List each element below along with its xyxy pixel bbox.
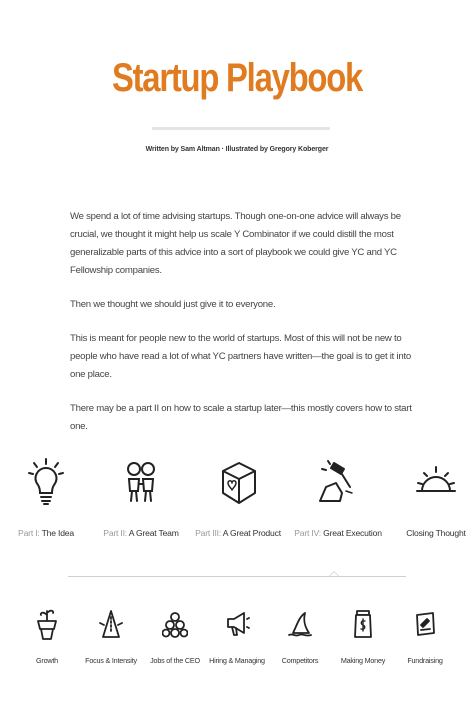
topic-link-money[interactable] — [330, 604, 396, 665]
section-divider — [68, 576, 406, 577]
team-icon — [121, 457, 161, 507]
part-link-product[interactable] — [190, 452, 286, 538]
part-link-idea[interactable] — [0, 452, 94, 538]
page-title: Startup Playbook — [111, 56, 363, 100]
part-label: Great Execution — [323, 528, 382, 538]
part-prefix: Part III: — [195, 528, 222, 538]
topic-link-growth[interactable] — [14, 604, 80, 665]
part-prefix: Part I: — [18, 528, 40, 538]
sunset-icon — [414, 457, 458, 507]
topic-link-focus[interactable] — [78, 604, 144, 665]
shark-fin-icon — [287, 607, 313, 641]
growth-plant-icon — [34, 607, 60, 641]
title-underline — [152, 127, 330, 130]
part-label: The Idea — [41, 528, 74, 538]
intro-paragraph: We spend a lot of time advising startups. Though one-on-one advice will always be crucial, we thought it might help us scale Y Combinator if we could distill the most generalizable parts of this advice into a sort of playbook we could give YC and YC Fellowship companies. — [70, 211, 401, 276]
part-link-closing[interactable] — [388, 452, 474, 538]
ceo-balls-icon — [162, 607, 188, 641]
byline: Written by Sam Altman · Illustrated by Gregory Koberger — [145, 146, 329, 153]
lightbulb-icon — [26, 457, 66, 507]
focus-cone-icon — [98, 607, 124, 641]
topic-label: Focus & Intensity — [85, 656, 137, 665]
topic-label: Hiring & Managing — [209, 656, 265, 665]
part-prefix: Part IV: — [294, 528, 321, 538]
topic-label: Making Money — [340, 656, 386, 665]
check-note-icon — [412, 607, 438, 641]
part-label: Closing Thought — [406, 528, 466, 538]
topic-link-fundraising[interactable] — [392, 604, 458, 665]
intro-paragraph: There may be a part II on how to scale a startup later—this mostly covers how to start one. — [70, 403, 412, 432]
part-label: A Great Team — [128, 528, 179, 538]
part-link-execution[interactable] — [290, 452, 386, 538]
part-link-team[interactable] — [93, 452, 189, 538]
intro-text — [70, 208, 415, 452]
money-jar-icon — [350, 607, 376, 641]
parts-nav — [0, 452, 474, 552]
topic-link-hiring[interactable] — [204, 604, 270, 665]
active-indicator — [329, 571, 339, 576]
intro-paragraph: Then we thought we should just give it to everyone. — [70, 299, 276, 310]
topics-nav — [0, 604, 474, 674]
part-prefix: Part II: — [103, 528, 127, 538]
intro-paragraph: This is meant for people new to the world of startups. Most of this will not be new to people who have read a lot of what YC partners have written—the goal is to get it into one place. — [70, 333, 411, 380]
megaphone-icon — [224, 607, 250, 641]
product-box-icon — [217, 457, 259, 507]
topic-label: Competitors — [281, 656, 319, 665]
topic-label: Jobs of the CEO — [150, 656, 200, 665]
topic-label: Fundraising — [407, 656, 443, 665]
hammer-rock-icon — [316, 457, 360, 507]
part-label: A Great Product — [222, 528, 281, 538]
topic-link-ceo[interactable] — [142, 604, 208, 665]
topic-label: Growth — [36, 656, 58, 665]
topic-link-competitors[interactable] — [267, 604, 333, 665]
